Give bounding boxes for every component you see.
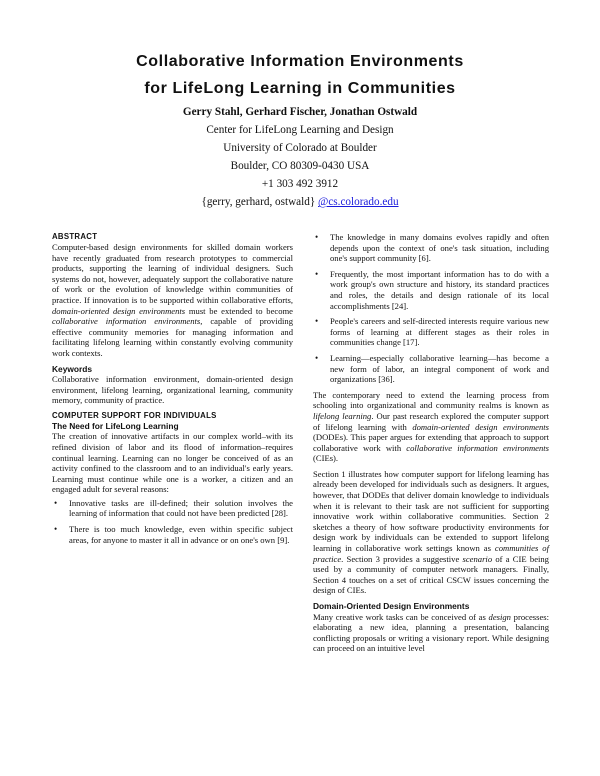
list-item: • Learning—especially collaborative learning—has become a new form of labor, an integral component of work and organizations [36]. xyxy=(315,352,549,385)
right-bullet-list xyxy=(313,232,549,385)
section-overview-paragraph: Section 1 illustrates how computer support for lifelong learning has already been developed for individuals such as designers. It argues, however, that DODEs that deliver domain knowledge to individuals when it is relevant to their task are not sufficient for supporting innovative work within collaborative communities. Section 2 sketches a theory of how software productivity environments for design work by individuals can be extended to support lifelong learning in collaborative work settings known as communities of practice. Section 3 provides a suggestive scenario of a CIE being used by a community of computer network managers. Finally, Section 4 touches on a set of critical CSCW issues concerning the design of CIEs. xyxy=(313,468,549,596)
dode-paragraph: Many creative work tasks can be conceived of as design processes: elaborating a new idea, planning a presentation, balancing conflicting proposals or writing a visionary report. While designing can proceed on an intuitive level xyxy=(313,611,549,654)
bullet-icon: • xyxy=(315,232,319,242)
email-domain-link[interactable]: @cs.colorado.edu xyxy=(318,196,399,208)
author-list: Gerry Stahl, Gerhard Fischer, Jonathan Ostwald xyxy=(182,106,418,118)
paper-title-line2: for LifeLong Learning in Communities xyxy=(144,80,456,97)
paper-title-line1: Collaborative Information Environments xyxy=(136,53,464,70)
left-column xyxy=(52,232,293,550)
dode-heading: Domain-Oriented Design Environments xyxy=(313,601,470,611)
affiliation: Center for LifeLong Learning and Design xyxy=(206,124,394,136)
list-item: • The knowledge in many domains evolves rapidly and often depends upon the context of one's task situation, including one's support community [6]. xyxy=(315,232,549,264)
section1-paragraph: The creation of innovative artifacts in our complex world–with its refined division of labor and its flood of information–requires continual learning. Learning can no longer be conceived of as an activity confined to the classroom and to an individual's early years. Learning must continue while one is a worker, a citizen and an engaged adult for several reasons: xyxy=(52,431,293,495)
bullet-icon: • xyxy=(54,524,58,535)
section1-subheading: The Need for LifeLong Learning xyxy=(52,420,179,431)
bullet-icon: • xyxy=(315,268,319,279)
section1-heading: COMPUTER SUPPORT FOR INDIVIDUALS xyxy=(52,410,217,420)
contemporary-paragraph: The contemporary need to extend the learning process from schooling into organizational and community realms is known as lifelong learning. Our past research explored the computer support of lifelong learning with domain-oriented design environments (DODEs). This paper argues for extending that approach to support collaborative work with collaborative information environments (CIEs). xyxy=(313,389,550,464)
university: University of Colorado at Boulder xyxy=(223,142,377,154)
list-item: • People's careers and self-directed interests require various new forms of learning at different stages as their roles in communities change [17]. xyxy=(315,316,549,348)
list-item: • Frequently, the most important information has to do with a work group's own structure and history, its standard practices and roles, the details and design rationale of its local accomplishments [24]. xyxy=(315,268,549,311)
bullet-icon: • xyxy=(54,497,58,508)
abstract-heading: ABSTRACT xyxy=(52,232,98,241)
abstract-text: Computer-based design environments for skilled domain workers have recently graduated from research prototypes to commercial products, supporting the learning of individual designers. Such systems do not, however, adequately support the collaborative nature of work or the evolution of knowledge within communities of practice. If innovation is to be supported within collaborative efforts, domain-oriented design environments must be extended to become collaborative information environments, capable of providing effective community memories for managing information and facilitating lifelong learning within constantly evolving community work contexts. xyxy=(52,242,293,358)
keywords-heading: Keywords xyxy=(52,363,93,374)
left-bullet-list xyxy=(52,498,293,545)
bullet-icon: • xyxy=(315,316,319,327)
list-item: • There is too much knowledge, even within specific subject areas, for anyone to master it all in advance or on one's own [9]. xyxy=(54,524,293,545)
bullet-icon: • xyxy=(315,352,319,363)
list-item: • Innovative tasks are ill-defined; their solution involves the learning of information that could not have been predicted [28]. xyxy=(54,497,293,519)
keywords-text: Collaborative information environment, domain-oriented design environment, lifelong learning, organizational learning, community memory, community of practice. xyxy=(52,374,293,406)
email-names: {gerry, gerhard, ostwald} xyxy=(201,196,316,208)
address: Boulder, CO 80309-0430 USA xyxy=(230,160,370,172)
phone: +1 303 492 3912 xyxy=(261,178,339,190)
right-column xyxy=(313,232,549,654)
email-line xyxy=(0,196,600,208)
